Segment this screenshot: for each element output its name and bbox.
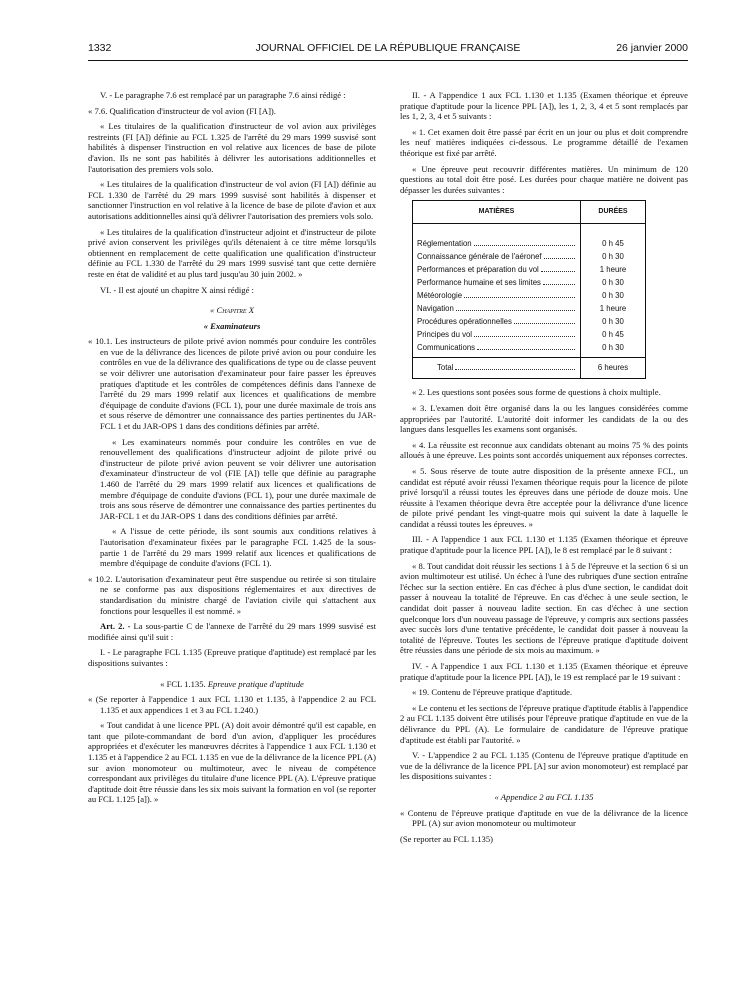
paragraph: V. - Le paragraphe 7.6 est remplacé par un paragraphe 7.6 ainsi rédigé : bbox=[100, 90, 346, 100]
left-column bbox=[88, 90, 376, 810]
leader-dots bbox=[543, 284, 575, 285]
paragraph: III. - A l'appendice 1 aux FCL 1.130 et 1.135 (Examen théorique et épreuve pratique d'aptitude pour la licence PPL [A]), le 8 est remplacé par le 8 suivant : bbox=[400, 534, 688, 556]
paragraph: « 10.2. L'autorisation d'examinateur peut être suspendue ou retirée si son titulaire ne se conforme pas aux dispositions réglementaires et aux directives de standardisation du ministre chargé de l'aviation civile qui s'attachent aux fonctions pour lesquelles il est nommé. » bbox=[88, 573, 376, 616]
paragraph: « 2. Les questions sont posées sous forme de questions à choix multiple. bbox=[412, 387, 661, 398]
exam-durations-table bbox=[412, 200, 646, 379]
article-text: La sous-partie C de l'annexe de l'arrêté du 29 mars 1999 susvisé est modifiée ainsi qu'il suit : bbox=[88, 621, 376, 642]
paragraph: (Se reporter au FCL 1.135) bbox=[400, 833, 493, 844]
subject-cell bbox=[413, 302, 581, 315]
page-header bbox=[88, 42, 688, 56]
subject-label: Connaissance générale de l'aéronef bbox=[417, 251, 542, 261]
table-row bbox=[413, 341, 646, 358]
table-row bbox=[413, 263, 646, 276]
subject-label: Procédures opérationnelles bbox=[417, 316, 512, 326]
subject-cell bbox=[413, 263, 581, 276]
duration-cell: 1 heure bbox=[581, 263, 646, 276]
subject-cell bbox=[413, 341, 581, 358]
duration-cell: 0 h 45 bbox=[581, 224, 646, 251]
total-label-cell bbox=[413, 358, 581, 379]
duration-column-header: DURÉES bbox=[581, 201, 646, 224]
subject-label: Performance humaine et ses limites bbox=[417, 277, 541, 287]
paragraph: « Les titulaires de la qualification d'instructeur adjoint et d'instructeur de pilote privé avion conservent les privilèges qu'ils détenaient à ce titre même lorsqu'ils obtiennent en remplacement de cette qualification une qualification d'instructeur définie au FCL 1.330 de l'arrêté du 29 mars 1999 susvisé tant que cette dernière reste en état de validité et au plus tard jusqu'au 30 juin 2002. » bbox=[88, 226, 376, 279]
table-header-row bbox=[413, 201, 646, 224]
section-number: « FCL 1.135. bbox=[160, 678, 208, 689]
subject-cell bbox=[413, 250, 581, 263]
section-title: Epreuve pratique d'aptitude bbox=[207, 678, 304, 689]
table-row bbox=[413, 328, 646, 341]
leader-dots bbox=[464, 297, 575, 298]
header-rule bbox=[88, 60, 688, 61]
duration-cell: 0 h 30 bbox=[581, 341, 646, 358]
table-row bbox=[413, 250, 646, 263]
paragraph: « 19. Contenu de l'épreuve pratique d'aptitude. bbox=[412, 687, 573, 698]
table-row bbox=[413, 302, 646, 315]
article-paragraph bbox=[88, 621, 376, 642]
subject-cell bbox=[413, 315, 581, 328]
chapter-title: « Examinateurs bbox=[203, 320, 261, 331]
paragraph: « 1. Cet examen doit être passé par écrit en un jour ou plus et doit comprendre les neuf matières indiquées ci-dessous. Le programme détaillé de l'examen théorique est fixé par arrêté. bbox=[400, 126, 688, 158]
duration-cell: 0 h 30 bbox=[581, 276, 646, 289]
paragraph: « Le contenu et les sections de l'épreuve pratique d'aptitude établis à l'appendice 2 au FCL 1.135 doivent être utilisés pour l'épreuve pratique d'aptitude en vue de la délivrance du PPL (A). Le formulaire de candidature de l'épreuve pratique d'aptitude est établi par l'autorité. » bbox=[400, 702, 688, 745]
paragraph: « Les titulaires de la qualification d'instructeur de vol avion (FI [A]) définie au FCL 1.330 de l'arrêté du 29 mars 1999 susvisé sont habilités à dispenser et sanctionner l'instruction en vol relative à la licence de base de pilote d'avion et aux autorisations additionnelles ainsi qu'à délivrer l'autorisation des premiers vols solo. bbox=[88, 179, 376, 221]
paragraph: « Contenu de l'épreuve pratique d'aptitude en vue de la délivrance de la licence PPL (A) sur avion monomoteur ou multimoteur bbox=[400, 807, 688, 829]
table-row bbox=[413, 224, 646, 251]
leader-dots bbox=[514, 323, 575, 324]
duration-cell: 1 heure bbox=[581, 302, 646, 315]
chapter-heading: « Chapitre X bbox=[210, 305, 254, 316]
leader-dots bbox=[456, 310, 575, 311]
table-body bbox=[413, 224, 646, 358]
page-number: 1332 bbox=[88, 42, 112, 54]
paragraph: « 8. Tout candidat doit réussir les sections 1 à 5 de l'épreuve et la section 6 si un avion multimoteur est utilisé. Un échec à l'une des rubriques d'une section entraîne l'échec sur la section entière. En cas d'échec à plus d'une section, le candidat doit passer à nouveau la totalité de l'épreuve. En cas d'échec à une seule section, le candidat doit passer à nouveau ladite section. En cas d'échec à une section quelconque lors d'un nouveau passage de l'épreuve, y compris aux sections passées avec succès lors d'une tentative précédente, le candidat doit passer à nouveau la totalité de l'épreuve. Toutes les sections de l'épreuve pratique d'aptitude doivent être réussies dans une période de six mois au maximum. » bbox=[400, 560, 688, 656]
subject-label: Navigation bbox=[417, 303, 454, 313]
paragraph: « 7.6. Qualification d'instructeur de vol avion (FI [A]). bbox=[88, 105, 276, 116]
subject-cell bbox=[413, 276, 581, 289]
table-row bbox=[413, 289, 646, 302]
subject-label: Météorologie bbox=[417, 290, 463, 300]
leader-dots bbox=[474, 336, 575, 337]
leader-dots bbox=[544, 258, 575, 259]
section-heading bbox=[88, 679, 376, 690]
paragraph: « Les titulaires de la qualification d'instructeur de vol avion aux privilèges restreints (FI [A]) définie au FCL 1.325 de l'arrêté du 29 mars 1999 susvisé sont habilités à dispenser l'instruction en vol relative aux licences de base de pilote d'avion. Ils ne sont pas habilités à délivrer les autorisations additionnelles et l'autorisation des premiers vols solo. bbox=[88, 121, 376, 174]
subject-cell bbox=[413, 289, 581, 302]
paragraph: « 10.1. Les instructeurs de pilote privé avion nommés pour conduire les contrôles en vue de la délivrance des licences de pilote privé avion ou pour conduire les contrôles en vue de la délivrance des qualifications de type ou de classe peuvent se voir délivrer une autorisation d'examinateur pour faire passer les épreuves pratiques d'aptitude et les contrôles de compétences définis dans l'annexe de l'arrêté du 29 mars 1999 relatif aux licences et qualifications de membre d'équipage de conduite d'avions (FCL 1), pour une durée maximale de trois ans et sous réserve de démontrer une connaissance des parties pertinentes du JAR-FCL 1 et du JAR-OPS 1 dans des conditions définies par arrêté. bbox=[88, 336, 376, 432]
paragraph: I. - Le paragraphe FCL 1.135 (Epreuve pratique d'aptitude) est remplacé par les dispositions suivantes : bbox=[88, 647, 376, 668]
table-row bbox=[413, 315, 646, 328]
paragraph: V. - L'appendice 2 au FCL 1.135 (Contenu de l'épreuve pratique d'aptitude en vue de la délivrance de la licence PPL [A] sur avion monomoteur) est remplacé par les dispositions suivantes : bbox=[400, 750, 688, 782]
article-label: Art. 2. - bbox=[100, 621, 131, 632]
table-total-row bbox=[413, 358, 646, 379]
paragraph: « 4. La réussite est reconnue aux candidats obtenant au moins 75 % des points alloués à une épreuve. Les points sont accordés uniquement aux réponses correctes. bbox=[400, 439, 688, 461]
journal-title: JOURNAL OFFICIEL DE LA RÉPUBLIQUE FRANÇAISE bbox=[255, 42, 521, 54]
publication-date: 26 janvier 2000 bbox=[616, 42, 688, 54]
appendix-heading: « Appendice 2 au FCL 1.135 bbox=[494, 791, 594, 802]
paragraph: IV. - A l'appendice 1 aux FCL 1.130 et 1.135 (Examen théorique et épreuve pratique d'aptitude pour la licence PPL [A]), le 19 est remplacé par le 19 suivant : bbox=[400, 661, 688, 682]
duration-cell: 0 h 30 bbox=[581, 250, 646, 263]
leader-dots bbox=[477, 349, 575, 350]
subject-label: Réglementation bbox=[417, 238, 472, 248]
table-row bbox=[413, 276, 646, 289]
subject-label: Communications bbox=[417, 342, 476, 352]
leader-dots bbox=[474, 245, 575, 246]
paragraph: II. - A l'appendice 1 aux FCL 1.130 et 1.135 (Examen théorique et épreuve pratique d'aptitude pour la licence PPL [A]), les 1, 2, 3, 4 et 5 sont remplacés par les 1, 2, 3, 4 et 5 suivants : bbox=[400, 90, 688, 122]
paragraph: « Les examinateurs nommés pour conduire les contrôles en vue de renouvellement des qualifications d'instructeur adjoint de pilote privé ou d'instructeur de pilote privé avion peuvent se voir délivrer une autorisation d'examinateur d'instructeur de vol (FIE [A]) telle que définie au paragraphe 1.460 de l'arrêté du 29 mars 1999 relatif aux licences et qualifications de membre d'équipage de conduite d'avions (FCL 1), pour une durée maximale de trois ans sous réserve de démontrer une connaissance des parties pertinentes du JAR-FCL 1 et du JAR-OPS 1 dans des conditions définies par arrêté. bbox=[100, 436, 376, 521]
total-value: 6 heures bbox=[581, 358, 646, 379]
paragraph: « (Se reporter à l'appendice 1 aux FCL 1.130 et 1.135, à l'appendice 2 au FCL 1.135 et aux appendices 1 et 3 au FCL 1.240.) bbox=[88, 694, 376, 715]
paragraph: « Une épreuve peut recouvrir différentes matières. Un minimum de 120 questions au total doit être posé. Les durées pour chaque matière ne doivent pas dépasser les durées suivantes : bbox=[400, 163, 688, 195]
paragraph: « 5. Sous réserve de toute autre disposition de la présente annexe FCL, un candidat est réputé avoir réussi l'examen théorique requis pour la licence de pilote privé lorsqu'il a réussi toutes les épreuves dans une période de douze mois. Une réussite à l'examen théorique devra être acceptée pour la délivrance d'une licence de pilote privé pendant les vingt-quatre mois qui suivent la date à laquelle le candidat a réussi toutes les épreuves. » bbox=[400, 465, 688, 529]
subject-cell bbox=[413, 328, 581, 341]
subject-cell bbox=[413, 224, 581, 251]
duration-cell: 0 h 45 bbox=[581, 328, 646, 341]
subject-column-header: MATIÈRES bbox=[413, 201, 581, 224]
paragraph: « A l'issue de cette période, ils sont soumis aux conditions relatives à l'autorisation d'examinateur fixées par le paragraphe FCL 1.425 de la sous-partie 1 de l'arrêté du 29 mars 1999 relatif aux licences et qualifications de membre d'équipage de conduite d'avions (FCL 1). bbox=[100, 526, 376, 569]
leader-dots bbox=[455, 369, 575, 370]
right-column bbox=[400, 90, 688, 849]
duration-cell: 0 h 30 bbox=[581, 289, 646, 302]
subject-label: Principes du vol bbox=[417, 329, 473, 339]
subject-label: Performances et préparation du vol bbox=[417, 264, 539, 274]
leader-dots bbox=[541, 271, 575, 272]
paragraph: « 3. L'examen doit être organisé dans la ou les langues considérées comme appropriées par l'autorité. L'autorité doit informer les candidats de la ou des langues dans lesquelles les examens sont organisés. bbox=[400, 402, 688, 435]
total-label: Total bbox=[437, 363, 454, 373]
paragraph: « Tout candidat à une licence PPL (A) doit avoir démontré qu'il est capable, en tant que pilote-commandant de bord d'un avion, d'appliquer les procédures appropriées et d'exécuter les manœuvres décrites à l'appendice 1 aux FCL 1.130 et 1.135 et à l'appendice 2 au FCL 1.135 en vue de la délivrance de la licence PPL (A) sur avion monomoteur ou multimoteur, avec le niveau de compétence correspondant aux privilèges du titulaire d'une licence PPL (A). L'épreuve pratique d'aptitude doit être réussie dans les six mois suivant la formation en vol (se reporter au FCL 1.125 [a]). » bbox=[88, 720, 376, 805]
paragraph: VI. - Il est ajouté un chapitre X ainsi rédigé : bbox=[100, 284, 254, 295]
duration-cell: 0 h 30 bbox=[581, 315, 646, 328]
